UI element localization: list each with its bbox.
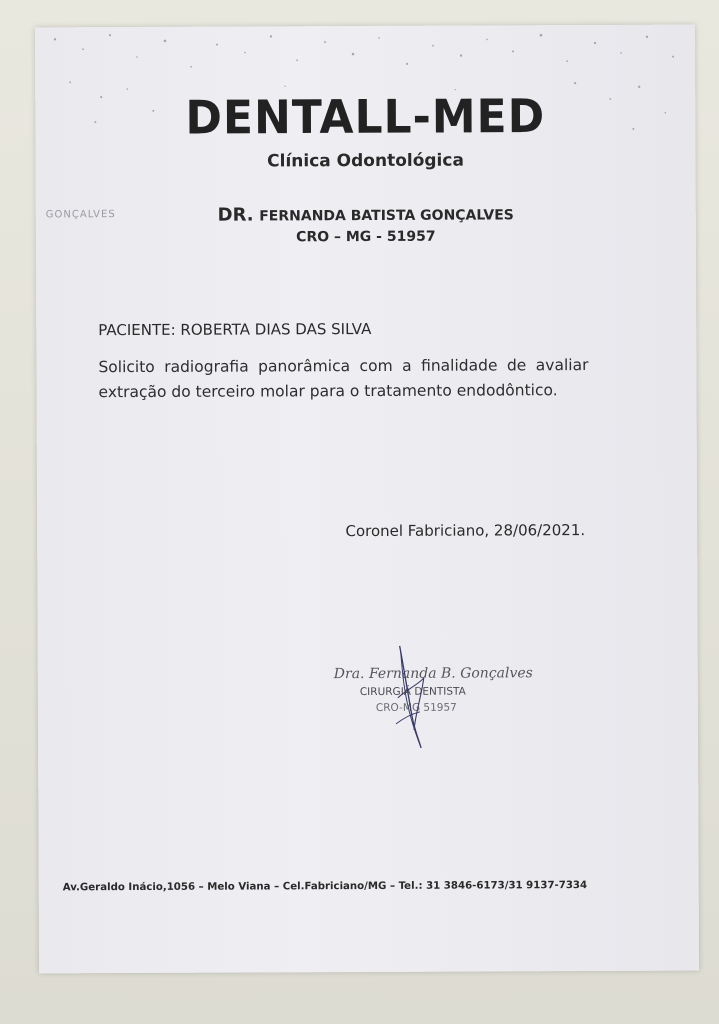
doctor-cro: CRO – MG - 51957 bbox=[296, 228, 436, 246]
doctor-prefix: DR. bbox=[217, 204, 254, 226]
stamp-name: Dra. Fernanda B. Gonçalves bbox=[333, 665, 533, 683]
stamp-title: CIRURGIÃ DENTISTA bbox=[359, 685, 466, 699]
prescription-document bbox=[35, 25, 699, 974]
doctor-name: FERNANDA BATISTA GONÇALVES bbox=[259, 207, 514, 225]
ghost-text: GONÇALVES bbox=[45, 209, 116, 221]
doctor-heading bbox=[36, 203, 696, 227]
doctor-stamp bbox=[328, 637, 533, 758]
prescription-body: Solicito radiografia panorâmica com a finalidade de avaliar extração do terceiro molar para o tratamento endodôntico. bbox=[98, 356, 589, 402]
footer-address: Av.Geraldo Inácio,1056 – Melo Viana – Cel.Fabriciano/MG – Tel.: 31 3846-6173/31 9137-7334 bbox=[62, 880, 588, 894]
date-line: Coronel Fabriciano, 28/06/2021. bbox=[345, 521, 586, 541]
clinic-brand-name: DENTALL-MED bbox=[185, 89, 546, 146]
clinic-subtitle: Clínica Odontológica bbox=[267, 150, 464, 172]
stamp-cro: CRO-MG 51957 bbox=[375, 701, 457, 714]
patient-line: PACIENTE: ROBERTA DIAS DAS SILVA bbox=[98, 319, 372, 340]
